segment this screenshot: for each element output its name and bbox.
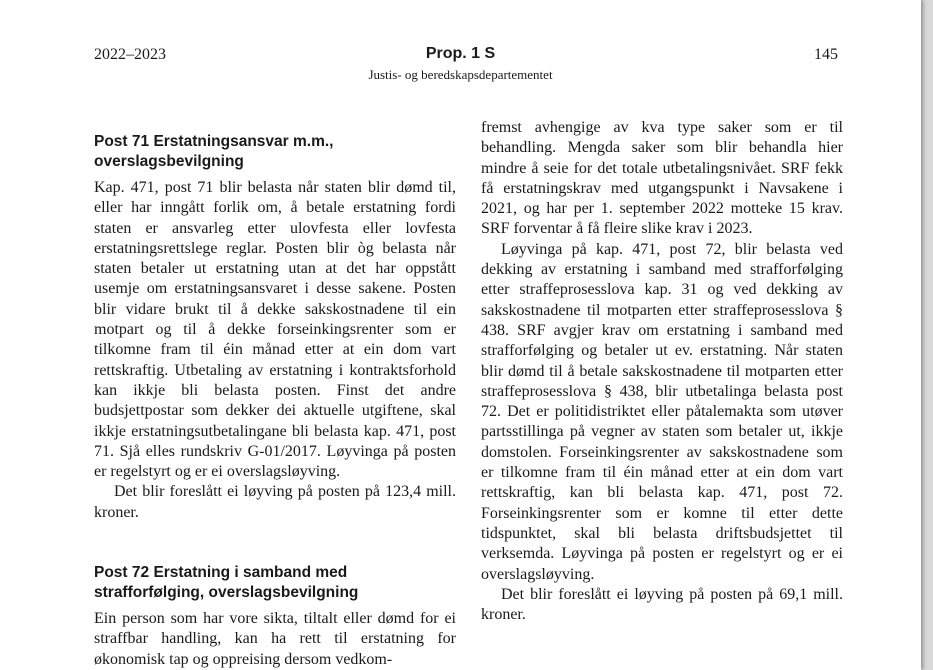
paragraph: Det blir foreslått ei løyving på posten på 123,4 mill. kroner.: [94, 483, 456, 521]
paragraph: Ein person som har vore sikta, tiltalt eller dømd for ei straffbar handling, kan ha rett til erstatning for økonomisk tap og oppreising dersom vedkom-: [94, 610, 456, 668]
left-column: [94, 118, 456, 670]
department-name: Justis- og beredskapsdepartementet: [368, 67, 553, 82]
section-heading-post-72: Post 72 Erstatning i samband med strafforfølging, overslagsbevilgning: [94, 564, 359, 602]
paragraph: fremst avhengige av kva type saker som er til behandling. Mengda saker som blir behandla hier mindre å seie for det totale utbetalingsnivået. SRF fekk få erstatningskrav med utgangspunkt i Navsakene i 2021, og har per 1. september 2022 motteke 15 krav. SRF forventar å få fleire slike krav i 2023.: [481, 119, 843, 238]
right-column: [481, 118, 843, 625]
document-title: Prop. 1 S: [425, 45, 496, 62]
paragraph: Løyvinga på kap. 471, post 72, blir belasta ved dekking av erstatning i samband med strafforfølging etter straffeprosesslova kap. 31 og ved dekking av sakskostnadene til motparten etter straffeprosesslova § 438. SRF avgjer krav om erstatning i samband med strafforfølging og betaler ut ev. erstatning. Når staten blir dømd til å betale sakskostnadene til motparten etter straffeprosesslova § 438, blir utbetalinga belasta post 72. Det er politidistriktet eller påtalemakta som utøver partsstillinga på vegner av staten som betaler ut, ikkje domstolen. Forseinkingsrenter av sakskostnadene som er tilkomne fram til éin månad etter at ein dom vart rettskraftig, kan bli belasta kap. 471, post 72. Forseinkingsrenter som er komne til etter dette tidspunktet, skal bli belasta driftsbudsjettet til verksemda. Løyvinga på posten er regelstyrt og er ei overslagsløyving.: [481, 240, 843, 583]
page-number: 145: [814, 46, 838, 63]
paragraph: Kap. 471, post 71 blir belasta når staten blir dømd til, eller har inngått forlik om, å betale erstatning fordi staten er ansvarleg etter ulovfesta eller lovfesta erstatningsrettslege reglar. Posten blir òg belasta når staten betaler ut erstatning utan at det har oppstått usemje om erstatningsansvaret i desse sakene. Posten blir vidare brukt til å dekke sakskostnadene til ein motpart og til å dekke forseinkingsrenter som er tilkomne fram til éin månad etter at ein dom vart rettskraftig. Utbetaling av erstatning i kontraktsforhold kan ikkje bli belasta posten. Finst det andre budsjettpostar som dekker dei aktuelle utgiftene, skal ikkje erstatningsutbetalingane bli belasta kap. 471, post 71. Sjå elles rundskriv G-01/2017. Løyvinga på posten er regelstyrt og er ei overslagsløyving.: [94, 179, 456, 481]
header-years: 2022–2023: [94, 46, 166, 63]
header-center: [0, 45, 921, 83]
section-heading-post-71: Post 71 Erstatningsansvar m.m., overslagsbevilgning: [94, 133, 334, 170]
paragraph: Det blir foreslått ei løyving på posten på 69,1 mill. kroner.: [481, 585, 843, 624]
